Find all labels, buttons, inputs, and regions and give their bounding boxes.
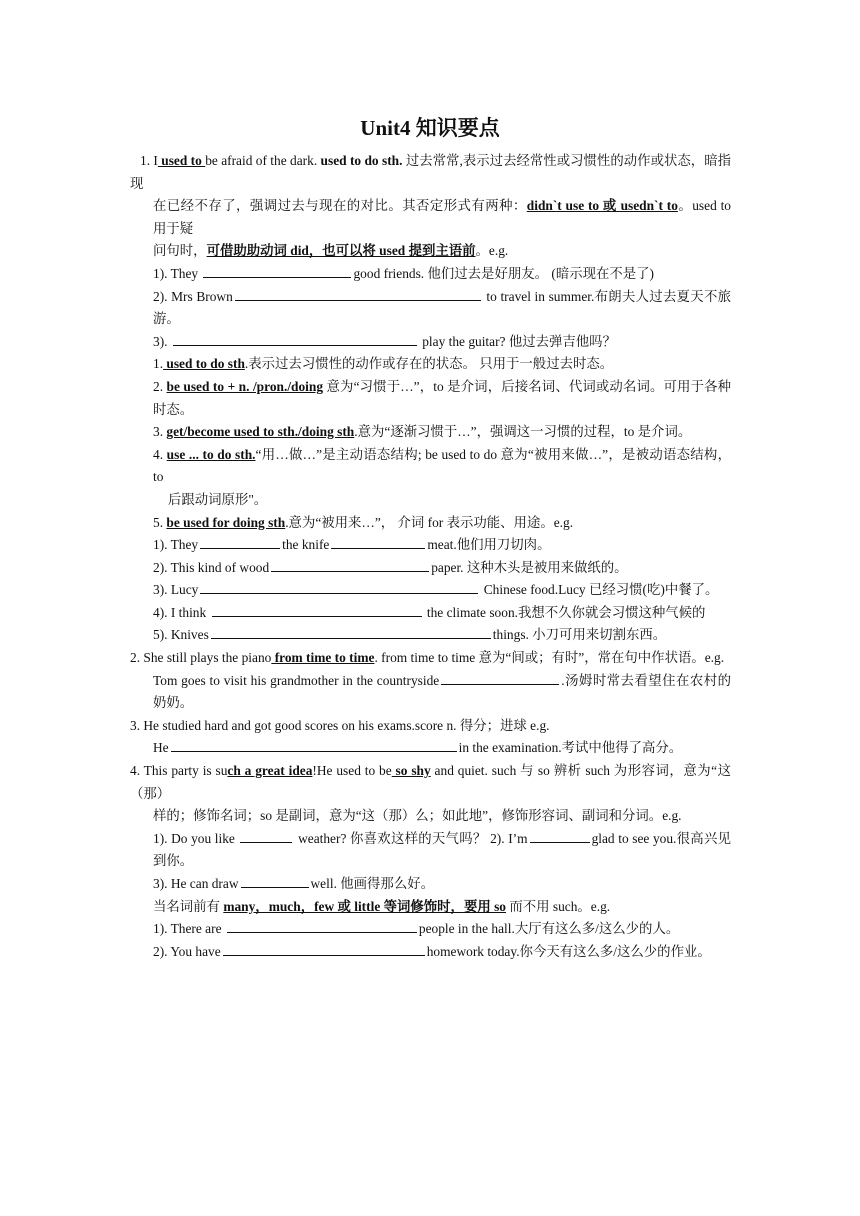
- answer-blank[interactable]: [211, 625, 491, 639]
- text: 4.: [153, 446, 167, 462]
- text: 。e.g.: [475, 243, 509, 259]
- key-phrase: be used for doing sth: [166, 514, 286, 530]
- text: He: [153, 740, 169, 756]
- key-phrase: many，much，few 或 little 等词修饰时，要用 so: [223, 898, 506, 914]
- key-phrase: be used to + n. /pron./doing: [166, 378, 324, 394]
- note-5: [130, 512, 731, 535]
- text: and quiet. such 与 so 辨析 such 为形容词，意为“这（那）: [130, 763, 731, 801]
- answer-blank[interactable]: [441, 671, 559, 685]
- text: 3). Lucy: [153, 582, 199, 598]
- example-line: [130, 286, 731, 331]
- section-1-intro: [130, 150, 731, 195]
- text: 问句时，: [153, 243, 207, 259]
- text: 1.: [153, 356, 164, 372]
- key-phrase: didn`t use to 或 usedn`t to: [526, 198, 678, 214]
- note-4-cont: 后跟动词原形"。: [168, 491, 268, 507]
- note-4: [130, 444, 731, 489]
- text: .汤姆时常去看望住在农村的奶奶。: [153, 672, 731, 711]
- text: 2. She still plays the piano: [130, 650, 272, 666]
- text: people in the hall.大厅有这么多/这么少的人。: [418, 921, 680, 937]
- text: 1). They: [153, 537, 199, 553]
- text: Chinese food.Lucy 已经习惯(吃)中餐了。: [480, 582, 719, 598]
- example-line: [130, 670, 731, 715]
- answer-blank[interactable]: [227, 919, 417, 933]
- text: 过去常常,表示过去经常性或习惯性的动作或状态，暗指现: [130, 153, 732, 191]
- example-line: [130, 918, 731, 941]
- text: “用…做…”是主动语态结构; be used to do 意为“被用来做…”，是被动语态结构，to: [153, 446, 731, 485]
- example-line: [130, 263, 731, 286]
- text: 1). Do you like: [153, 830, 239, 846]
- text: homework today.你今天有这么多/这么少的作业。: [426, 943, 711, 959]
- key-phrase: used to: [157, 153, 206, 168]
- example-line: [130, 557, 731, 580]
- section-3: 3. He studied hard and got good scores on his exams.score n. 得分；进球 e.g.: [130, 717, 550, 733]
- answer-blank[interactable]: [173, 332, 417, 346]
- answer-blank[interactable]: [240, 829, 292, 843]
- text: 2). This kind of wood: [153, 559, 270, 575]
- text: 当名词前有: [153, 898, 224, 914]
- text: the climate soon.我想不久你就会习惯这种气候的: [423, 604, 706, 620]
- answer-blank[interactable]: [200, 535, 280, 549]
- answer-blank[interactable]: [530, 829, 590, 843]
- example-line: [130, 602, 731, 625]
- text: 5.: [153, 514, 167, 530]
- example-line: [130, 579, 731, 602]
- note-1: [130, 353, 731, 376]
- example-line: [130, 534, 731, 557]
- text: 2). You have: [153, 943, 221, 959]
- text: things. 小刀可用来切割东西。: [492, 627, 667, 643]
- text: weather? 你喜欢这样的天气吗？ 2). I’m: [294, 830, 528, 846]
- answer-blank[interactable]: [331, 535, 425, 549]
- key-phrase: use ... to do sth.: [166, 446, 256, 462]
- text: play the guitar? 他过去弹吉他吗？: [418, 333, 616, 349]
- section-1-line-2: [130, 195, 731, 240]
- text: 5). Knives: [153, 627, 209, 643]
- text: 1). There are: [153, 921, 225, 937]
- text: meat.他们用刀切肉。: [427, 537, 551, 553]
- text: to travel in summer.布朗夫人过去夏天不旅游。: [153, 288, 731, 327]
- answer-blank[interactable]: [212, 603, 422, 617]
- text: glad to see you.很高兴见到你。: [153, 830, 731, 869]
- text: in the examination.考试中他得了高分。: [458, 740, 683, 756]
- text: 4). I think: [153, 604, 210, 620]
- key-phrase: get/become used to sth./doing sth: [166, 424, 355, 440]
- key-phrase: 可借助助动词 did，也可以将 used 提到主语前: [206, 243, 476, 259]
- document-body: [130, 150, 731, 963]
- answer-blank[interactable]: [200, 580, 478, 594]
- text: 3.: [153, 424, 167, 440]
- key-phrase: from time to time: [271, 650, 375, 666]
- section-4: [130, 760, 731, 805]
- text: 4. This party is su: [130, 763, 228, 779]
- text: 3). He can draw: [153, 876, 239, 891]
- text: be afraid of the dark.: [205, 153, 321, 168]
- text: well. 他画得那么好。: [310, 876, 434, 891]
- text: .意为“被用来…”， 介词 for 表示功能、用途。e.g.: [285, 514, 574, 530]
- text: .意为“逐渐习惯于…”，强调这一习惯的过程，to 是介词。: [354, 424, 692, 440]
- text: . from time to time 意为“间或；有时”，常在句中作状语。e.g.: [374, 650, 725, 666]
- text: Tom goes to visit his grandmother in the countryside: [153, 672, 440, 688]
- example-line: [130, 624, 731, 647]
- key-phrase: used to do sth: [163, 356, 245, 372]
- section-2: [130, 647, 731, 670]
- text: 。used to 用于疑: [153, 198, 731, 236]
- text: 1. I: [140, 153, 158, 168]
- section-4-line-2: 样的；修饰名词；so 是副词，意为“这（那）么；如此地”，修饰形容词、副词和分词。e.g.: [153, 808, 682, 824]
- text: 在已经不存了，强调过去与现在的对比。其否定形式有两种：: [153, 198, 527, 214]
- answer-blank[interactable]: [203, 264, 351, 278]
- note-3: [130, 421, 731, 444]
- example-line: [130, 828, 731, 873]
- section-4-rule: [130, 896, 731, 919]
- answer-blank[interactable]: [235, 287, 481, 301]
- text: 3).: [153, 333, 171, 349]
- page-title: Unit4 知识要点: [360, 116, 500, 140]
- text: 2.: [153, 378, 167, 394]
- text: good friends. 他们过去是好朋友。 (暗示现在不是了): [353, 265, 655, 281]
- text: 而不用 such。e.g.: [506, 898, 611, 914]
- key-phrase: used to do sth.: [320, 153, 403, 168]
- text: the knife: [282, 537, 330, 553]
- text: 意为“习惯于…”，to 是介词，后接名词、代词或动名词。可用于各种时态。: [153, 378, 732, 417]
- answer-blank[interactable]: [223, 942, 425, 956]
- text: paper. 这种木头是被用来做纸的。: [431, 559, 628, 575]
- answer-blank[interactable]: [171, 738, 457, 752]
- answer-blank[interactable]: [241, 874, 309, 888]
- example-line: [130, 331, 731, 354]
- section-1-line-3: [130, 240, 731, 263]
- example-line: [130, 737, 731, 760]
- text: 2). Mrs Brown: [153, 288, 233, 304]
- key-phrase: so shy: [391, 763, 431, 779]
- key-phrase: ch a great idea: [227, 763, 313, 779]
- answer-blank[interactable]: [271, 558, 429, 572]
- text: !He used to be: [312, 763, 392, 779]
- example-line: [130, 941, 731, 964]
- example-line: [130, 873, 731, 896]
- text: 1). They: [153, 265, 202, 281]
- text: .表示过去习惯性的动作或存在的状态。 只用于一般过去时态。: [244, 356, 614, 372]
- note-2: [130, 376, 731, 421]
